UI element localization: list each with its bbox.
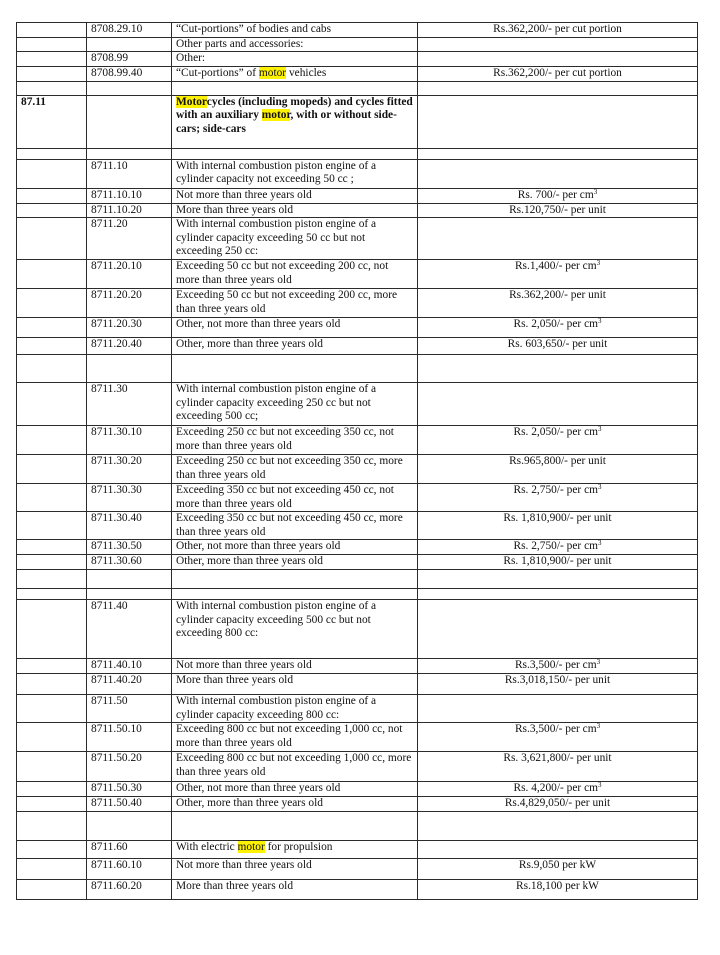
heading-cell bbox=[17, 159, 87, 188]
unit-superscript: 3 bbox=[596, 259, 601, 267]
description-cell bbox=[172, 858, 418, 879]
description-text: for propulsion bbox=[264, 840, 333, 853]
code-cell: 8711.50.10 bbox=[87, 723, 172, 752]
description-cell bbox=[172, 188, 418, 203]
rate-text: Rs.965,800/- per unit bbox=[509, 455, 606, 467]
description-text: Exceeding 250 cc but not exceeding 350 cc, more than three years old bbox=[176, 455, 403, 481]
code-cell: 8708.99 bbox=[87, 52, 172, 67]
rate-cell bbox=[418, 95, 698, 148]
rate-cell bbox=[418, 752, 698, 782]
description-text: Exceeding 350 cc but not exceeding 450 cc, more than three years old bbox=[176, 512, 403, 538]
description-cell bbox=[172, 52, 418, 67]
heading-cell bbox=[17, 37, 87, 52]
rate-text: Rs.362,200/- per cut portion bbox=[493, 66, 622, 79]
table-row bbox=[17, 723, 698, 752]
table-row bbox=[17, 318, 698, 338]
rate-text: Rs. 2,050/- per cm bbox=[513, 318, 598, 330]
rate-cell bbox=[418, 426, 698, 455]
rate-cell bbox=[418, 782, 698, 797]
rate-cell bbox=[418, 570, 698, 589]
code-cell: 8711.50.30 bbox=[87, 782, 172, 797]
table-row bbox=[17, 455, 698, 484]
heading-cell bbox=[17, 811, 87, 840]
rate-cell bbox=[418, 383, 698, 426]
heading-cell bbox=[17, 203, 87, 218]
rate-text: Rs. 4,200/- per cm bbox=[513, 782, 598, 794]
table-row bbox=[17, 260, 698, 289]
table-row bbox=[17, 540, 698, 555]
rate-text: Rs. 1,810,900/- per unit bbox=[503, 555, 612, 567]
table-row bbox=[17, 570, 698, 589]
description-cell bbox=[172, 723, 418, 752]
code-cell: 8711.10 bbox=[87, 159, 172, 188]
heading-cell bbox=[17, 858, 87, 879]
description-cell bbox=[172, 218, 418, 260]
table-row bbox=[17, 289, 698, 318]
description-text: Other, not more than three years old bbox=[176, 318, 341, 330]
unit-superscript: 3 bbox=[593, 188, 598, 196]
rate-cell bbox=[418, 81, 698, 95]
description-cell bbox=[172, 355, 418, 383]
rate-cell bbox=[418, 512, 698, 540]
heading-cell bbox=[17, 338, 87, 355]
unit-superscript: 3 bbox=[597, 781, 602, 789]
table-row bbox=[17, 659, 698, 674]
table-row bbox=[17, 796, 698, 811]
tariff-table bbox=[16, 22, 698, 900]
description-cell bbox=[172, 426, 418, 455]
table-row bbox=[17, 81, 698, 95]
table-row bbox=[17, 338, 698, 355]
rate-text: Rs. 2,050/- per cm bbox=[513, 426, 598, 438]
code-cell: 8711.30.40 bbox=[87, 512, 172, 540]
rate-text: Rs. 3,621,800/- per unit bbox=[503, 752, 612, 764]
rate-cell bbox=[418, 723, 698, 752]
description-text: More than three years old bbox=[176, 879, 294, 892]
rate-cell bbox=[418, 674, 698, 695]
table-row bbox=[17, 589, 698, 600]
table-row bbox=[17, 782, 698, 797]
heading-cell bbox=[17, 23, 87, 38]
description-text: More than three years old bbox=[176, 674, 294, 686]
rate-cell bbox=[418, 355, 698, 383]
heading-cell bbox=[17, 540, 87, 555]
rate-cell bbox=[418, 338, 698, 355]
heading-cell bbox=[17, 426, 87, 455]
description-cell bbox=[172, 512, 418, 540]
table-row bbox=[17, 148, 698, 159]
heading-cell bbox=[17, 188, 87, 203]
table-row bbox=[17, 600, 698, 659]
description-text: Other, more than three years old bbox=[176, 338, 323, 350]
description-text: Other: bbox=[176, 52, 206, 64]
description-cell bbox=[172, 540, 418, 555]
rate-cell bbox=[418, 203, 698, 218]
description-cell bbox=[172, 318, 418, 338]
rate-text: Rs. 1,810,900/- per unit bbox=[503, 512, 612, 524]
unit-superscript: 3 bbox=[597, 539, 602, 547]
description-cell bbox=[172, 23, 418, 38]
heading-cell bbox=[17, 52, 87, 67]
rate-text: Rs.362,200/- per unit bbox=[509, 289, 606, 301]
description-cell bbox=[172, 840, 418, 858]
description-text: With internal combustion piston engine of a cylinder capacity exceeding 800 cc: bbox=[176, 695, 377, 721]
code-cell: 8711.40.10 bbox=[87, 659, 172, 674]
table-row bbox=[17, 23, 698, 38]
rate-cell bbox=[418, 289, 698, 318]
code-cell: 8711.30 bbox=[87, 383, 172, 426]
rate-cell bbox=[418, 37, 698, 52]
table-row bbox=[17, 512, 698, 540]
table-row bbox=[17, 879, 698, 899]
rate-cell bbox=[418, 455, 698, 484]
tariff-table-body bbox=[17, 23, 698, 900]
rate-text: Rs.4,829,050/- per unit bbox=[504, 796, 611, 809]
table-row bbox=[17, 840, 698, 858]
table-row bbox=[17, 66, 698, 81]
description-cell bbox=[172, 796, 418, 811]
rate-text: Rs.362,200/- per cut portion bbox=[493, 23, 622, 35]
heading-cell bbox=[17, 383, 87, 426]
highlighted-text: motor bbox=[237, 840, 265, 853]
table-row bbox=[17, 695, 698, 723]
code-cell: 8708.29.10 bbox=[87, 23, 172, 38]
table-row bbox=[17, 188, 698, 203]
description-cell bbox=[172, 289, 418, 318]
rate-cell bbox=[418, 540, 698, 555]
rate-cell bbox=[418, 52, 698, 67]
rate-cell bbox=[418, 659, 698, 674]
table-row bbox=[17, 811, 698, 840]
description-text: Not more than three years old bbox=[176, 659, 312, 671]
heading-cell bbox=[17, 81, 87, 95]
description-text: Exceeding 800 cc but not exceeding 1,000 cc, not more than three years old bbox=[176, 723, 403, 749]
table-row bbox=[17, 484, 698, 512]
code-cell: 8711.20 bbox=[87, 218, 172, 260]
rate-text: Rs.18,100 per kW bbox=[516, 879, 599, 892]
rate-cell bbox=[418, 600, 698, 659]
rate-cell bbox=[418, 218, 698, 260]
heading-cell bbox=[17, 782, 87, 797]
heading-cell bbox=[17, 674, 87, 695]
code-cell bbox=[87, 355, 172, 383]
code-cell: 8711.20.10 bbox=[87, 260, 172, 289]
description-text: Exceeding 800 cc but not exceeding 1,000 cc, more than three years old bbox=[176, 752, 412, 778]
highlighted-text: Motor bbox=[176, 95, 207, 108]
code-cell: 8711.30.60 bbox=[87, 555, 172, 570]
highlighted-text: motor bbox=[261, 109, 291, 121]
heading-cell bbox=[17, 796, 87, 811]
description-text: Other, not more than three years old bbox=[176, 782, 341, 794]
description-cell bbox=[172, 570, 418, 589]
heading-cell bbox=[17, 484, 87, 512]
rate-cell bbox=[418, 159, 698, 188]
description-cell bbox=[172, 782, 418, 797]
rate-cell bbox=[418, 318, 698, 338]
description-cell bbox=[172, 695, 418, 723]
description-cell bbox=[172, 81, 418, 95]
description-text: Other parts and accessories: bbox=[176, 37, 304, 50]
code-cell: 8711.30.10 bbox=[87, 426, 172, 455]
code-cell: 8711.30.20 bbox=[87, 455, 172, 484]
description-cell bbox=[172, 455, 418, 484]
rate-cell bbox=[418, 188, 698, 203]
code-cell: 8711.60.10 bbox=[87, 858, 172, 879]
unit-superscript: 3 bbox=[597, 483, 602, 491]
tariff-table-page bbox=[16, 22, 698, 900]
description-cell bbox=[172, 338, 418, 355]
rate-cell bbox=[418, 66, 698, 81]
code-cell bbox=[87, 81, 172, 95]
heading-cell bbox=[17, 148, 87, 159]
description-text: Other, not more than three years old bbox=[176, 540, 341, 552]
heading-cell: 87.11 bbox=[17, 95, 87, 148]
description-cell bbox=[172, 674, 418, 695]
rate-cell bbox=[418, 695, 698, 723]
description-cell bbox=[172, 148, 418, 159]
code-cell: 8711.10.10 bbox=[87, 188, 172, 203]
table-row bbox=[17, 674, 698, 695]
description-cell bbox=[172, 555, 418, 570]
rate-text: Rs.3,500/- per cm bbox=[514, 659, 597, 671]
rate-text: Rs. 700/- per cm bbox=[517, 188, 594, 201]
rate-text: Rs. 603,650/- per unit bbox=[507, 338, 608, 350]
table-row bbox=[17, 95, 698, 148]
table-row bbox=[17, 218, 698, 260]
table-row bbox=[17, 52, 698, 67]
rate-text: Rs.9,050 per kW bbox=[518, 858, 597, 871]
code-cell bbox=[87, 37, 172, 52]
highlighted-text: motor bbox=[258, 66, 287, 79]
rate-text: Rs. 2,750/- per cm bbox=[513, 484, 598, 496]
table-row bbox=[17, 752, 698, 782]
description-cell bbox=[172, 752, 418, 782]
code-cell: 8711.10.20 bbox=[87, 203, 172, 218]
code-cell: 8711.50 bbox=[87, 695, 172, 723]
description-text: Not more than three years old bbox=[176, 858, 312, 871]
table-row bbox=[17, 426, 698, 455]
description-cell bbox=[172, 484, 418, 512]
code-cell: 8711.60.20 bbox=[87, 879, 172, 899]
description-cell bbox=[172, 659, 418, 674]
code-cell: 8711.30.50 bbox=[87, 540, 172, 555]
rate-text: Rs.1,400/- per cm bbox=[514, 260, 597, 272]
heading-cell bbox=[17, 512, 87, 540]
code-cell bbox=[87, 589, 172, 600]
code-cell: 8711.20.30 bbox=[87, 318, 172, 338]
rate-cell bbox=[418, 23, 698, 38]
code-cell bbox=[87, 95, 172, 148]
table-row bbox=[17, 37, 698, 52]
heading-cell bbox=[17, 260, 87, 289]
code-cell bbox=[87, 811, 172, 840]
rate-cell bbox=[418, 858, 698, 879]
description-text: With internal combustion piston engine of a cylinder capacity exceeding 50 cc but not exceeding 250 cc: bbox=[176, 218, 377, 257]
code-cell: 8711.50.20 bbox=[87, 752, 172, 782]
rate-text: Rs.120,750/- per unit bbox=[509, 203, 606, 216]
code-cell: 8711.20.20 bbox=[87, 289, 172, 318]
heading-cell bbox=[17, 695, 87, 723]
description-cell bbox=[172, 203, 418, 218]
description-cell bbox=[172, 66, 418, 81]
heading-cell bbox=[17, 840, 87, 858]
rate-cell bbox=[418, 879, 698, 899]
heading-cell bbox=[17, 355, 87, 383]
code-cell bbox=[87, 148, 172, 159]
table-row bbox=[17, 555, 698, 570]
heading-cell bbox=[17, 600, 87, 659]
heading-cell bbox=[17, 66, 87, 81]
description-cell bbox=[172, 260, 418, 289]
rate-cell bbox=[418, 555, 698, 570]
heading-cell bbox=[17, 570, 87, 589]
table-row bbox=[17, 159, 698, 188]
table-row bbox=[17, 203, 698, 218]
description-text: Other, more than three years old bbox=[176, 555, 323, 567]
unit-superscript: 3 bbox=[596, 722, 601, 730]
rate-cell bbox=[418, 148, 698, 159]
rate-text: Rs.3,500/- per cm bbox=[514, 723, 597, 735]
rate-cell bbox=[418, 796, 698, 811]
description-text: Not more than three years old bbox=[176, 188, 312, 201]
code-cell: 8711.60 bbox=[87, 840, 172, 858]
code-cell: 8708.99.40 bbox=[87, 66, 172, 81]
unit-superscript: 3 bbox=[597, 425, 602, 433]
heading-cell bbox=[17, 589, 87, 600]
description-cell bbox=[172, 589, 418, 600]
description-cell bbox=[172, 879, 418, 899]
unit-superscript: 3 bbox=[596, 658, 601, 666]
description-text: “Cut-portions” of bbox=[176, 66, 259, 79]
rate-text: Rs. 2,750/- per cm bbox=[513, 540, 598, 552]
description-text: Exceeding 50 cc but not exceeding 200 cc, not more than three years old bbox=[176, 260, 389, 286]
heading-cell bbox=[17, 879, 87, 899]
table-row bbox=[17, 858, 698, 879]
description-text: Other, more than three years old bbox=[176, 796, 323, 809]
rate-cell bbox=[418, 484, 698, 512]
code-cell: 8711.30.30 bbox=[87, 484, 172, 512]
code-cell: 8711.50.40 bbox=[87, 796, 172, 811]
description-cell bbox=[172, 95, 418, 148]
heading-cell bbox=[17, 752, 87, 782]
description-cell bbox=[172, 159, 418, 188]
code-cell: 8711.20.40 bbox=[87, 338, 172, 355]
description-cell bbox=[172, 37, 418, 52]
description-text: vehicles bbox=[286, 66, 327, 79]
description-cell bbox=[172, 811, 418, 840]
description-text: “Cut-portions” of bodies and cabs bbox=[176, 23, 332, 35]
description-cell bbox=[172, 383, 418, 426]
description-cell bbox=[172, 600, 418, 659]
description-text: With internal combustion piston engine of a cylinder capacity exceeding 500 cc but not exceeding 800 cc: bbox=[176, 600, 377, 639]
description-text: More than three years old bbox=[176, 203, 294, 216]
description-text: With electric bbox=[176, 840, 238, 853]
rate-cell bbox=[418, 811, 698, 840]
rate-cell bbox=[418, 589, 698, 600]
description-text: Exceeding 250 cc but not exceeding 350 cc, not more than three years old bbox=[176, 426, 394, 452]
rate-text: Rs.3,018,150/- per unit bbox=[504, 674, 611, 686]
description-text: Exceeding 50 cc but not exceeding 200 cc, more than three years old bbox=[176, 289, 398, 315]
code-cell bbox=[87, 570, 172, 589]
heading-cell bbox=[17, 723, 87, 752]
heading-cell bbox=[17, 455, 87, 484]
description-text: cycles (including mopeds) and cycles fitted with an auxiliary bbox=[176, 95, 413, 121]
description-text: With internal combustion piston engine of a cylinder capacity exceeding 250 cc but not exceeding 500 cc; bbox=[176, 383, 377, 422]
description-text: , with or without side-cars; side-cars bbox=[176, 109, 397, 135]
heading-cell bbox=[17, 218, 87, 260]
code-cell: 8711.40.20 bbox=[87, 674, 172, 695]
unit-superscript: 3 bbox=[597, 317, 602, 325]
heading-cell bbox=[17, 555, 87, 570]
rate-cell bbox=[418, 840, 698, 858]
description-text: With internal combustion piston engine of a cylinder capacity not exceeding 50 cc ; bbox=[176, 159, 377, 185]
description-text: Exceeding 350 cc but not exceeding 450 cc, not more than three years old bbox=[176, 484, 394, 510]
table-row bbox=[17, 355, 698, 383]
heading-cell bbox=[17, 289, 87, 318]
code-cell: 8711.40 bbox=[87, 600, 172, 659]
heading-cell bbox=[17, 659, 87, 674]
heading-cell bbox=[17, 318, 87, 338]
table-row bbox=[17, 383, 698, 426]
rate-cell bbox=[418, 260, 698, 289]
